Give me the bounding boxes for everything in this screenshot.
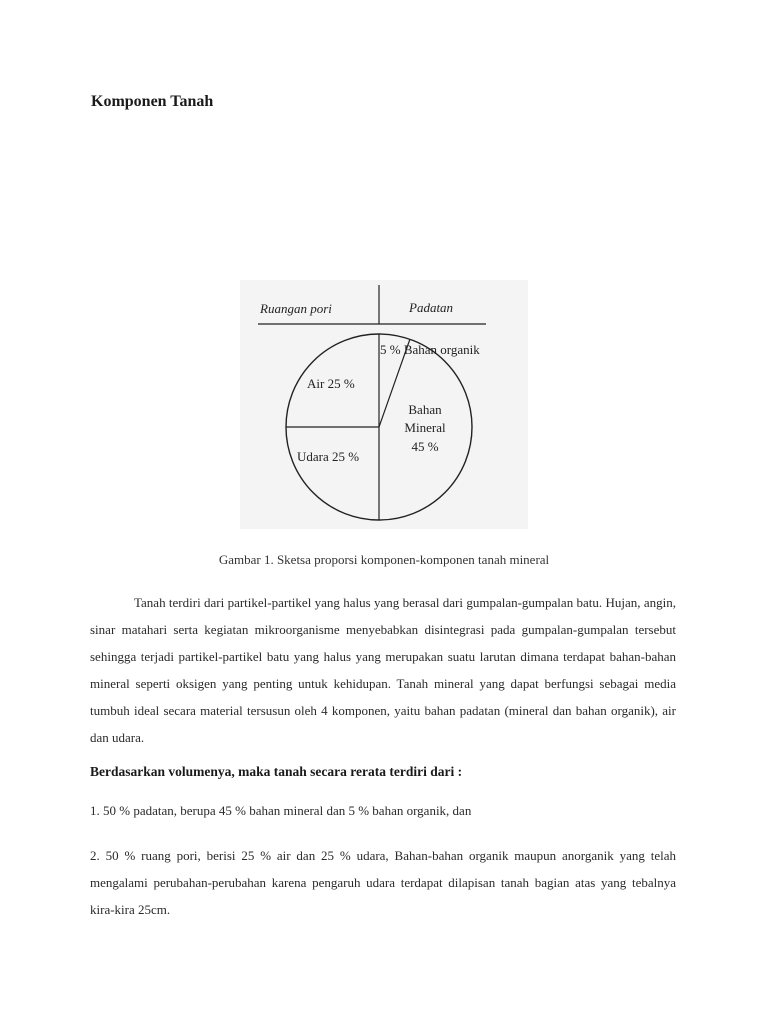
header-right-label: Padatan bbox=[409, 300, 454, 315]
page-title: Komponen Tanah bbox=[91, 93, 214, 110]
udara-label: Udara 25 % bbox=[297, 449, 360, 464]
body-paragraph-text: Tanah terdiri dari partikel-partikel yang halus yang berasal dari gumpalan-gumpalan batu. Hujan, angin, sinar matahari serta kegiatan mikroorganisme menyebabkan disintegrasi pada gumpalan-gumpalan tersebut sehingga terjadi partikel-partikel batu yang halus yang merupakan suatu larutan dimana terdapat bahan-bahan mineral seperti oksigen yang penting untuk kehidupan. Tanah mineral yang dapat berfungsi sebagai media tumbuh ideal secara material tersusun oleh 4 komponen, yaitu bahan padatan (mineral dan bahan organik), air dan udara. bbox=[90, 595, 676, 745]
section-subheading: Berdasarkan volumenya, maka tanah secara rerata terdiri dari : bbox=[90, 764, 463, 779]
body-paragraph bbox=[90, 589, 676, 751]
list-item-1: 1. 50 % padatan, berupa 45 % bahan mineral dan 5 % bahan organik, dan bbox=[90, 803, 472, 818]
mineral-label-line2: Mineral bbox=[404, 420, 446, 435]
soil-composition-figure bbox=[240, 280, 528, 529]
figure-caption: Gambar 1. Sketsa proporsi komponen-komponen tanah mineral bbox=[218, 552, 550, 567]
soil-pie-sketch bbox=[240, 280, 528, 529]
mineral-label-line1: Bahan bbox=[408, 402, 442, 417]
air-label: Air 25 % bbox=[307, 376, 355, 391]
header-left-label: Ruangan pori bbox=[260, 301, 332, 316]
organik-label: 5 % Bahan organik bbox=[380, 342, 480, 357]
mineral-label-line3: 45 % bbox=[411, 439, 439, 454]
list-item-2: 2. 50 % ruang pori, berisi 25 % air dan 25 % udara, Bahan-bahan organik maupun anorganik yang telah mengalami perubahan-perubahan karena pengaruh udara terdapat dilapisan tanah bagian atas yang tebalnya kira-kira 25cm. bbox=[90, 848, 676, 917]
